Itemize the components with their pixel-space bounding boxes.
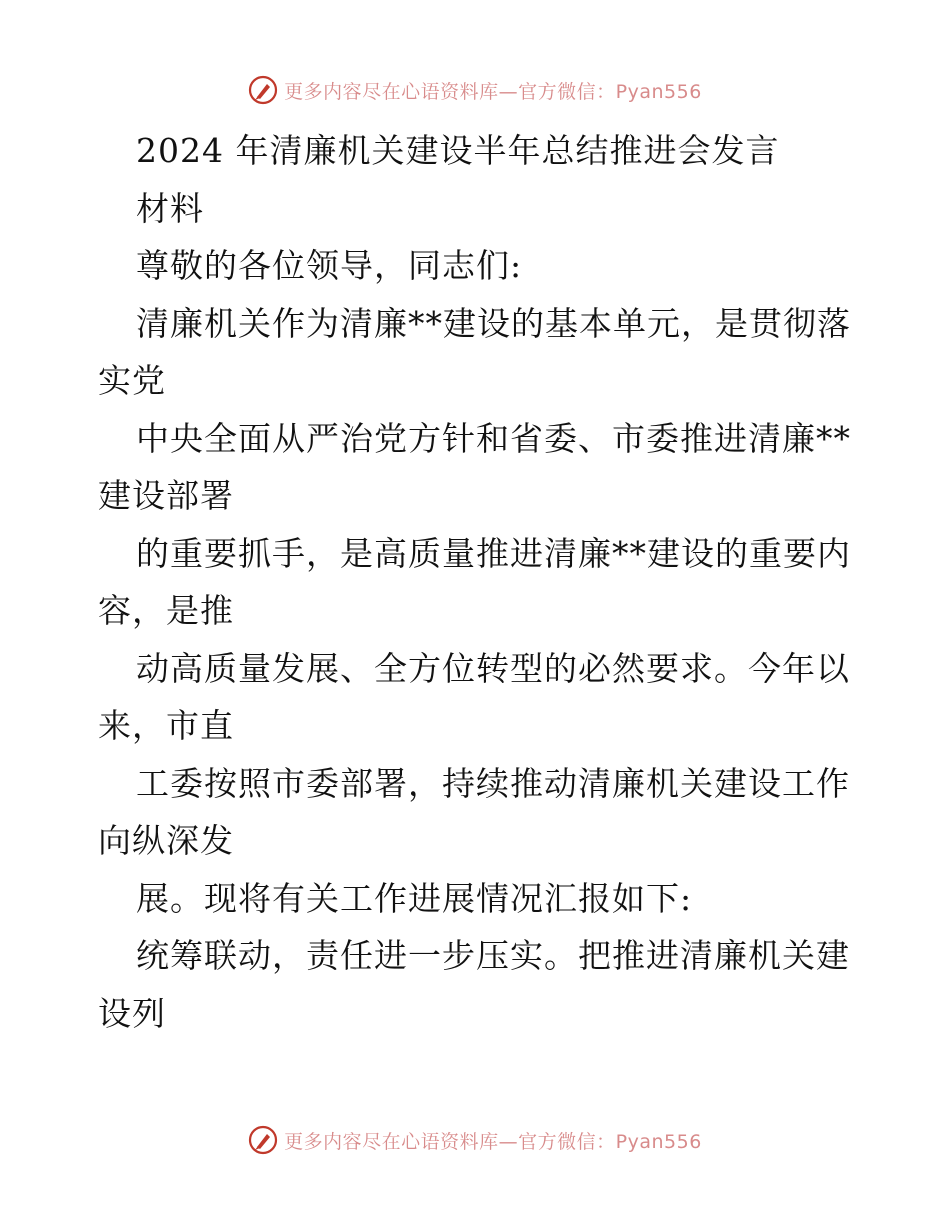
paragraph-line: 设列 [98,993,166,1033]
header-watermark [0,72,950,108]
footer-watermark [0,1122,950,1158]
paragraph-line: 实党 [98,361,166,400]
watermark-text: 更多内容尽在心语资料库—官方微信：Pyan556 [284,1130,702,1153]
paragraph-line: 材料 [136,188,204,228]
paragraph-line: 来，市直 [98,706,234,745]
paragraph-line: 展。现将有关工作进展情况汇报如下: [136,878,693,918]
paragraph-line: 建设部署 [98,476,234,515]
watermark-text: 更多内容尽在心语资料库—官方微信：Pyan556 [284,80,702,103]
paragraph-line: 工委按照市委部署，持续推动清廉机关建设工作 [136,763,850,803]
paragraph-line: 清廉机关作为清廉**建设的基本单元，是贯彻落 [136,303,851,343]
document-body [98,122,858,1042]
pen-nib-logo-icon [248,1125,278,1155]
paragraph-line: 2024 年清廉机关建设半年总结推进会发言 [136,131,780,170]
paragraph-line: 动高质量发展、全方位转型的必然要求。今年以 [136,648,850,688]
pen-nib-logo-icon [248,75,278,105]
paragraph-line: 的重要抓手，是高质量推进清廉**建设的重要内 [136,533,851,573]
paragraph-line: 统筹联动，责任进一步压实。把推进清廉机关建 [136,936,850,975]
paragraph-line: 容，是推 [98,591,234,630]
paragraph-line: 向纵深发 [98,821,234,860]
paragraph-line: 尊敬的各位领导，同志们: [136,246,523,285]
paragraph-line: 中央全面从严治党方针和省委、市委推进清廉** [136,418,851,458]
